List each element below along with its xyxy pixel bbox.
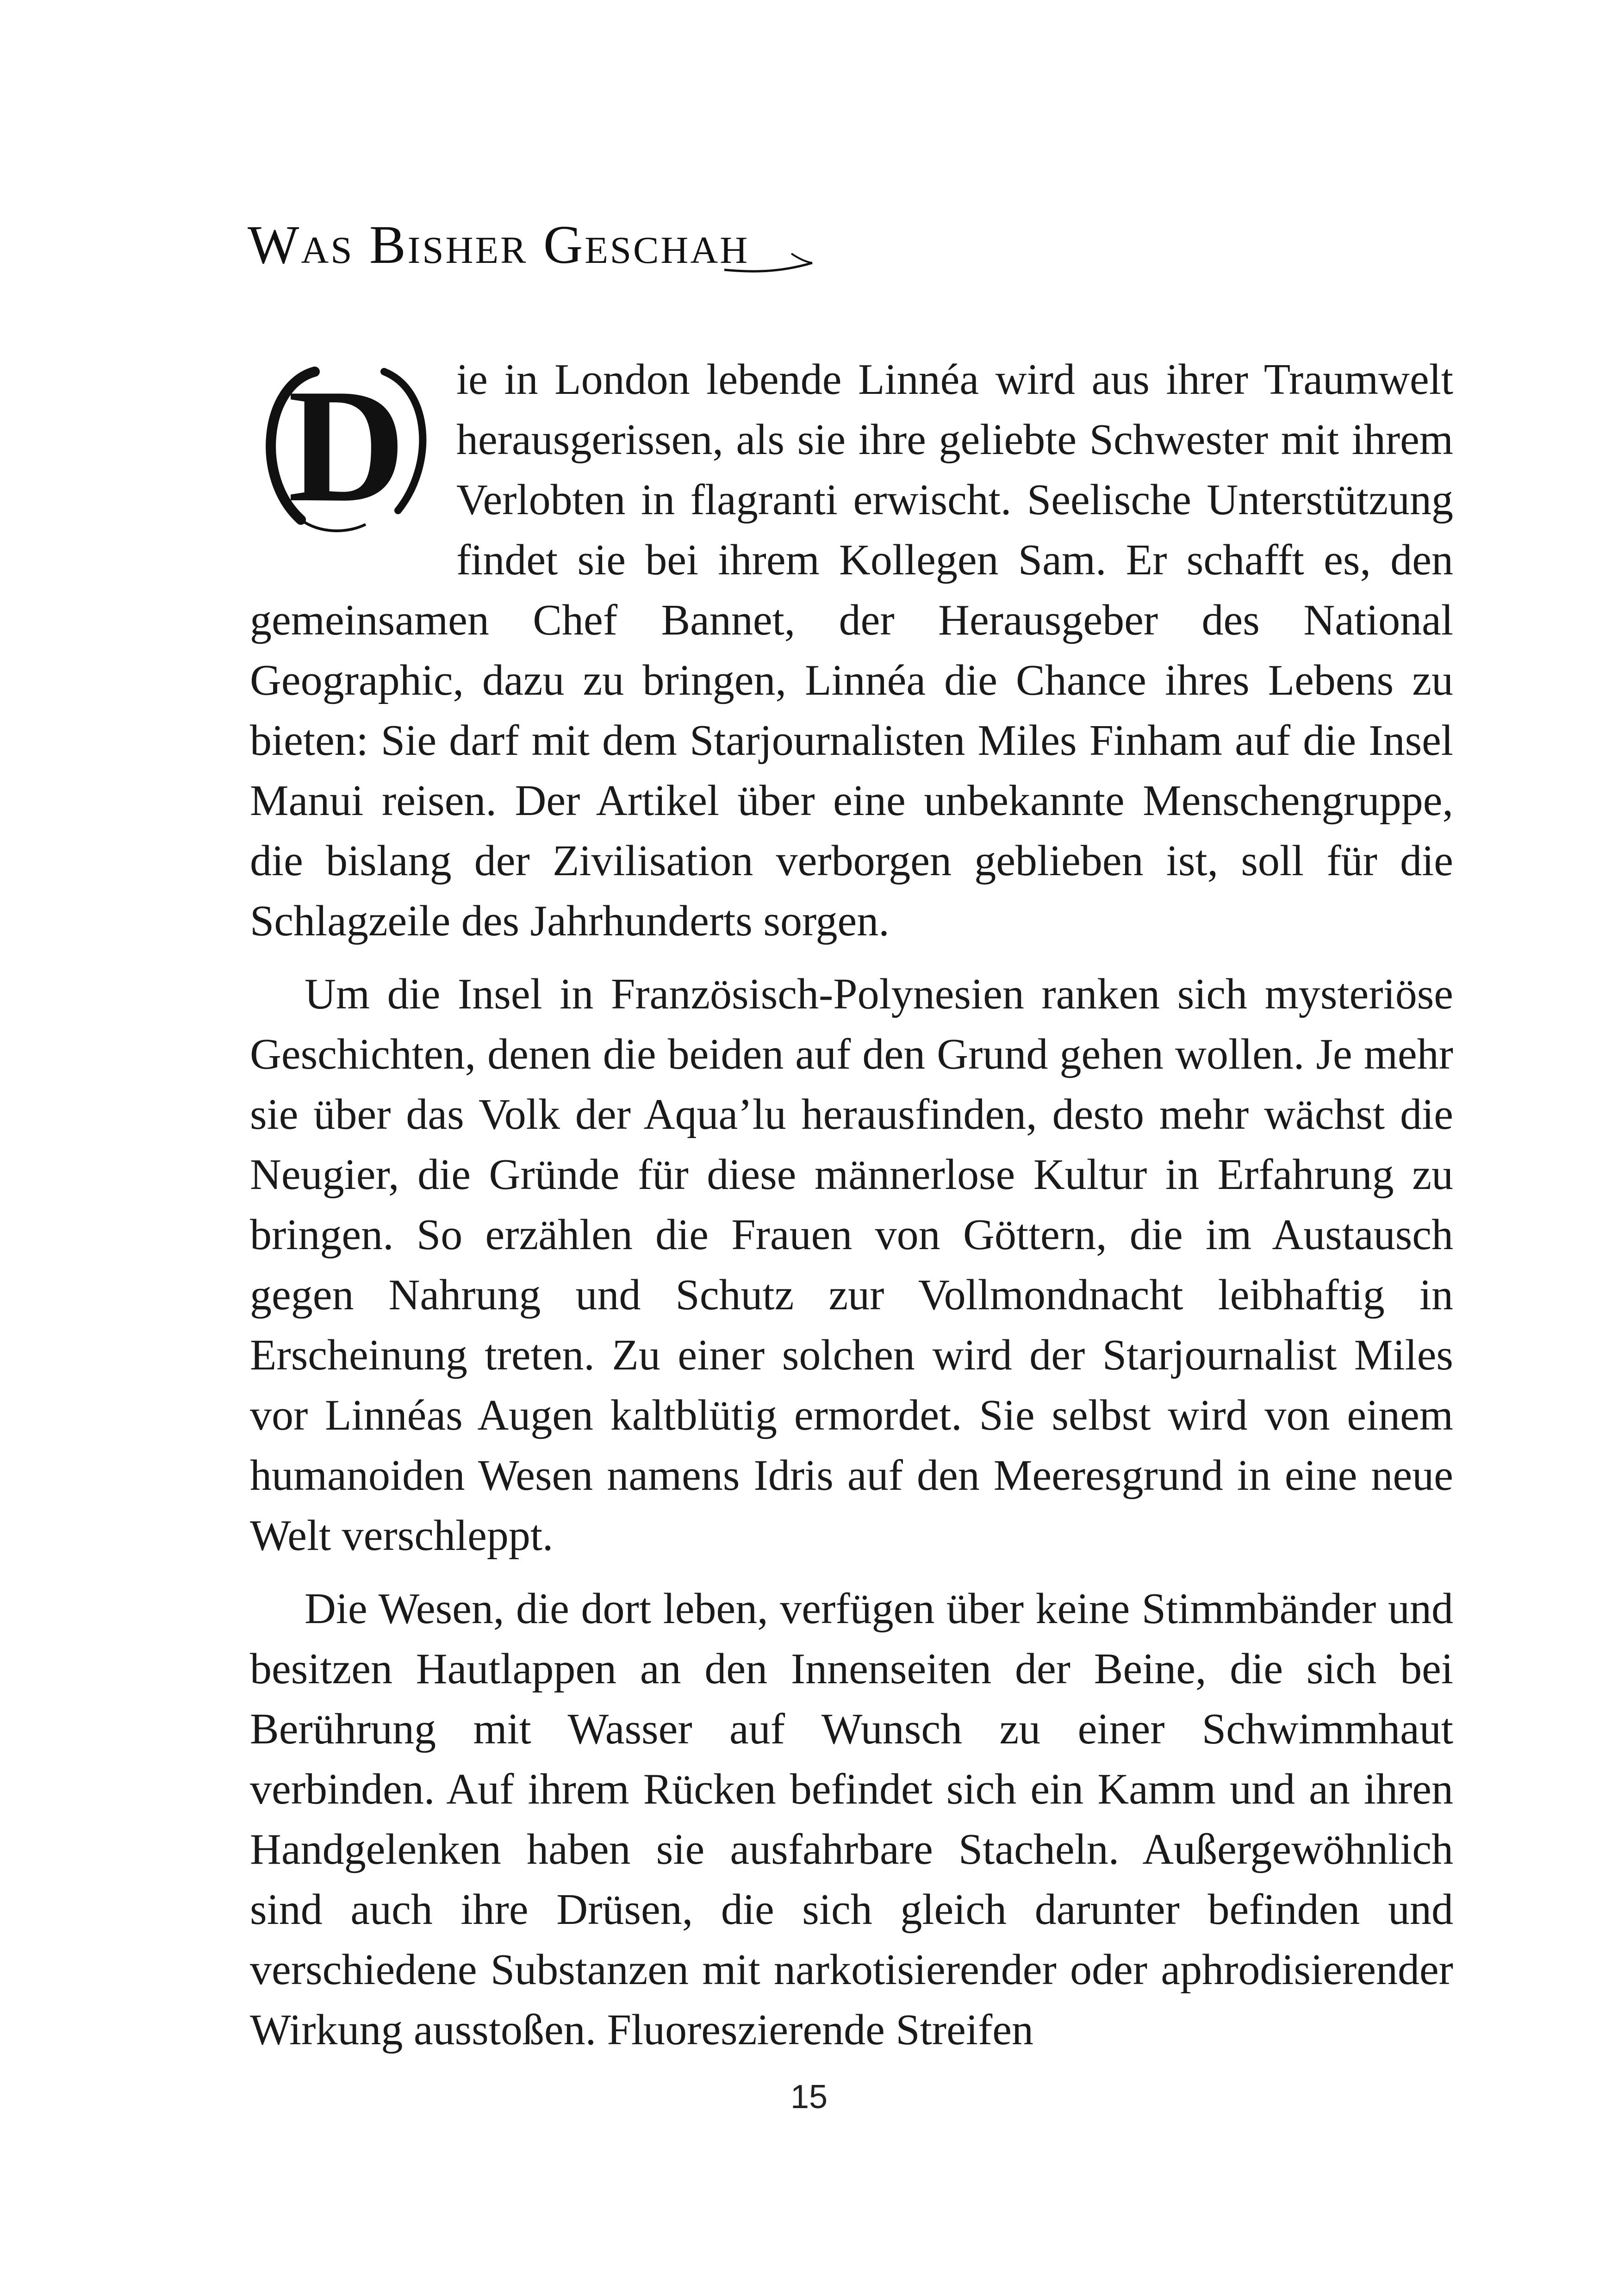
- dropcap-letter: D: [287, 355, 406, 536]
- title-swash-ornament: [722, 244, 815, 286]
- paragraph: ie in London lebende Linnéa wird aus ihrer Traumwelt herausgerissen, als sie ihre geliebte Schwester mit ihrem Verlobten in flagranti erwischt. Seelische Unterstützung findet sie bei ihrem Kollegen Sam. Er schafft es, den gemeinsamen Chef Bannet, der Herausgeber des National Geographic, dazu zu bringen, Linnéa die Chance ihres Lebens zu bieten: Sie darf mit dem Starjournalisten Miles Finham auf die Insel Manui reisen. Der Artikel über eine unbekannte Menschengruppe, die bislang der Zivilisation verborgen geblieben ist, soll für die Schlagzeile des Jahrhunderts sorgen.: [250, 355, 1453, 945]
- chapter-title: Was Bisher Geschah: [248, 214, 750, 275]
- paragraph: Die Wesen, die dort leben, verfügen über keine Stimmbänder und besitzen Hautlappen an den Innenseiten der Beine, die sich bei Berührung mit Wasser auf Wunsch zu einer Schwimmhaut verbinden. Auf ihrem Rücken befindet sich ein Kamm und an ihren Handgelenken haben sie ausfahrbare Stacheln. Außergewöhnlich sind auch ihre Drüsen, die sich gleich darunter befinden und verschiedene Substanzen mit narkotisierender oder aphrodisierender Wirkung ausstoßen. Fluoreszierende Streifen: [250, 1585, 1453, 2054]
- dropcap: [245, 355, 448, 536]
- page-number: 15: [790, 2078, 828, 2116]
- paragraph: Um die Insel in Französisch-Polynesien ranken sich mysteriöse Geschichten, denen die beiden auf den Grund gehen wollen. Je mehr sie über das Volk der Aqua’lu herausfinden, desto mehr wächst die Neugier, die Gründe für diese männerlose Kultur in Erfahrung zu bringen. So erzählen die Frauen von Göttern, die im Austausch gegen Nahrung und Schutz zur Vollmondnacht leibhaftig in Erscheinung treten. Zu einer solchen wird der Starjournalist Miles vor Linnéas Augen kaltblütig ermordet. Sie selbst wird von einem humanoiden Wesen namens Idris auf den Meeresgrund in eine neue Welt verschleppt.: [250, 970, 1453, 1560]
- chapter-body: [250, 349, 1453, 2060]
